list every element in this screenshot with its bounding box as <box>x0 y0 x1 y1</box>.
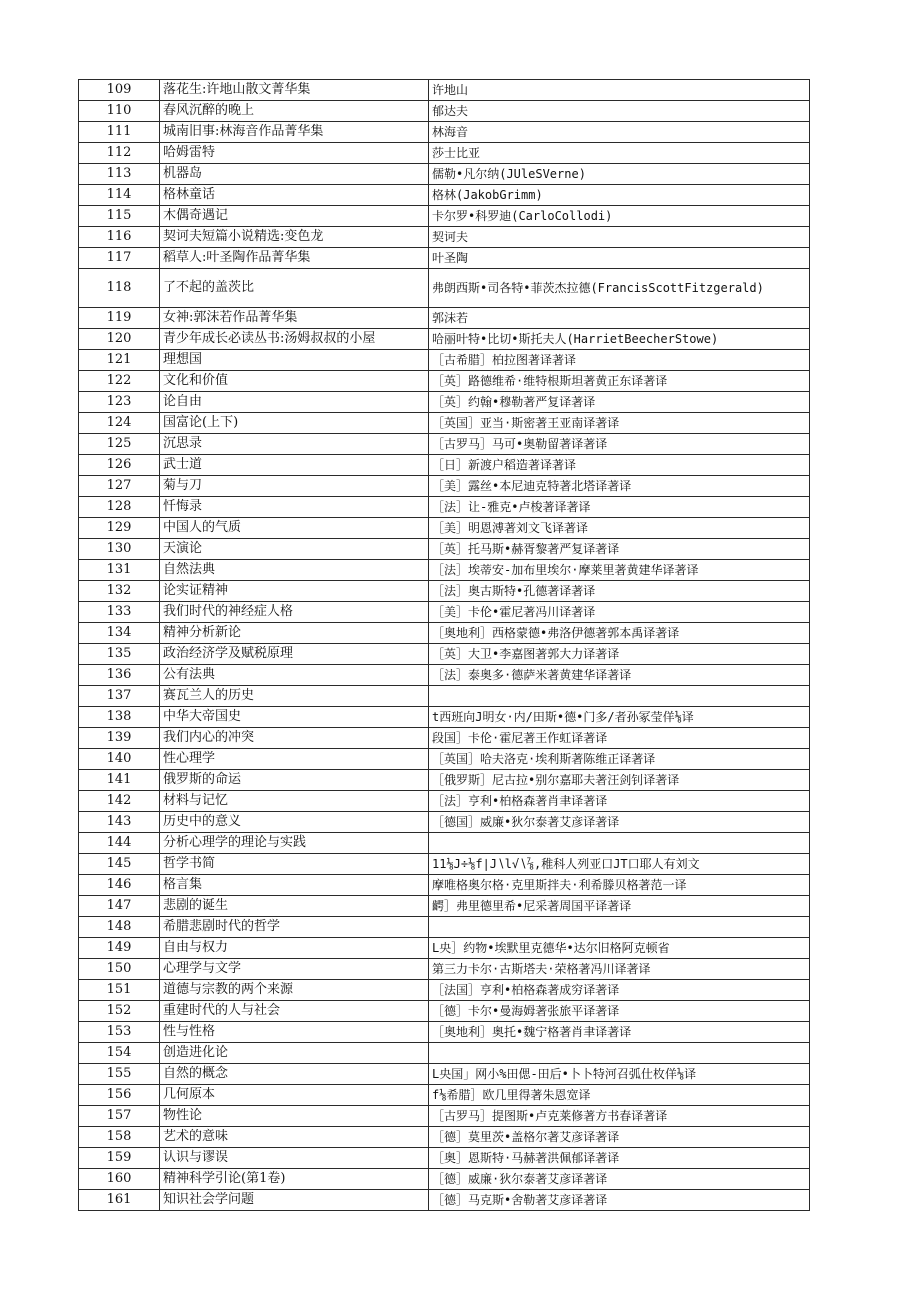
book-title-cell: 艺术的意味 <box>160 1127 429 1148</box>
row-number-cell: 124 <box>79 413 160 434</box>
book-author-cell: ［德］卡尔•曼海姆著张旅平译著译 <box>429 1001 810 1022</box>
book-title-cell: 自然法典 <box>160 560 429 581</box>
book-title-cell: 国富论(上下) <box>160 413 429 434</box>
row-number-cell: 115 <box>79 206 160 227</box>
book-author-cell: ［英］路德维希·维特根斯坦著黄正东译著译 <box>429 371 810 392</box>
book-title-cell: 格言集 <box>160 875 429 896</box>
book-author-cell: ［奥地利］西格蒙德•弗洛伊德著郭本禹译著译 <box>429 623 810 644</box>
table-row <box>79 227 810 248</box>
row-number-cell: 132 <box>79 581 160 602</box>
book-author-cell: ［法国］亨利•柏格森著成穷译著译 <box>429 980 810 1001</box>
book-author-cell <box>429 833 810 854</box>
book-author-cell: ［古罗马］马可•奥勒留著译著译 <box>429 434 810 455</box>
table-row <box>79 728 810 749</box>
table-row <box>79 980 810 1001</box>
table-row <box>79 1127 810 1148</box>
book-title-cell: 公有法典 <box>160 665 429 686</box>
book-author-cell: ［法］让-雅克•卢梭著译著译 <box>429 497 810 518</box>
book-author-cell: 齶］弗里德里希•尼采著周国平译著译 <box>429 896 810 917</box>
book-title-cell: 材料与记忆 <box>160 791 429 812</box>
table-row <box>79 269 810 308</box>
book-author-cell: ［美］明恩溥著刘文飞译著译 <box>429 518 810 539</box>
row-number-cell: 118 <box>79 269 160 308</box>
book-title-cell: 重建时代的人与社会 <box>160 1001 429 1022</box>
table-row <box>79 1169 810 1190</box>
book-author-cell: 郭沫若 <box>429 308 810 329</box>
book-author-cell: ［德国］威廉•狄尔泰著艾彦译著译 <box>429 812 810 833</box>
book-author-cell: 许地山 <box>429 80 810 101</box>
book-title-cell: 哲学书简 <box>160 854 429 875</box>
book-author-cell: ［俄罗斯］尼古拉•别尔嘉耶夫著汪剑钊译著译 <box>429 770 810 791</box>
table-row <box>79 1085 810 1106</box>
row-number-cell: 138 <box>79 707 160 728</box>
table-row <box>79 248 810 269</box>
book-author-cell: 契诃夫 <box>429 227 810 248</box>
row-number-cell: 149 <box>79 938 160 959</box>
book-title-cell: 精神分析新论 <box>160 623 429 644</box>
table-row <box>79 392 810 413</box>
row-number-cell: 114 <box>79 185 160 206</box>
book-title-cell: 道德与宗教的两个来源 <box>160 980 429 1001</box>
row-number-cell: 131 <box>79 560 160 581</box>
row-number-cell: 113 <box>79 164 160 185</box>
book-title-cell: 理想国 <box>160 350 429 371</box>
book-author-cell: 莎士比亚 <box>429 143 810 164</box>
book-title-cell: 稻草人:叶圣陶作品菁华集 <box>160 248 429 269</box>
table-row <box>79 1064 810 1085</box>
table-row <box>79 206 810 227</box>
table-row <box>79 308 810 329</box>
table-row <box>79 854 810 875</box>
table-row <box>79 518 810 539</box>
table-row <box>79 371 810 392</box>
row-number-cell: 155 <box>79 1064 160 1085</box>
book-title-cell: 文化和价值 <box>160 371 429 392</box>
table-row <box>79 185 810 206</box>
book-title-cell: 了不起的盖茨比 <box>160 269 429 308</box>
book-author-cell: ［英］托马斯•赫胥黎著严复译著译 <box>429 539 810 560</box>
row-number-cell: 121 <box>79 350 160 371</box>
book-title-cell: 自由与权力 <box>160 938 429 959</box>
book-author-cell: 儒勒•凡尔纳(JUleSVerne) <box>429 164 810 185</box>
table-row <box>79 434 810 455</box>
table-row <box>79 1043 810 1064</box>
book-author-cell: f⅛希腊］欧几里得著朱恩宽译 <box>429 1085 810 1106</box>
book-author-cell: ［美］露丝•本尼迪克特著北塔译著译 <box>429 476 810 497</box>
row-number-cell: 109 <box>79 80 160 101</box>
book-title-cell: 认识与谬误 <box>160 1148 429 1169</box>
table-row <box>79 413 810 434</box>
book-author-cell: 段国］卡伦·霍尼著王作虹译著译 <box>429 728 810 749</box>
book-author-cell: L央国」网小%田偲-田后•卜卜特河召弧仕枚佯⅛译 <box>429 1064 810 1085</box>
book-author-cell: 第三力卡尔·古斯塔夫·荣格著冯川译著译 <box>429 959 810 980</box>
book-author-cell: ［古罗马］提图斯•卢克莱修著方书春译著译 <box>429 1106 810 1127</box>
row-number-cell: 146 <box>79 875 160 896</box>
table-row <box>79 1001 810 1022</box>
row-number-cell: 130 <box>79 539 160 560</box>
row-number-cell: 151 <box>79 980 160 1001</box>
book-author-cell: ［法］奥古斯特•孔德著译著译 <box>429 581 810 602</box>
row-number-cell: 139 <box>79 728 160 749</box>
book-title-cell: 心理学与文学 <box>160 959 429 980</box>
table-row <box>79 1106 810 1127</box>
book-title-cell: 历史中的意义 <box>160 812 429 833</box>
table-row <box>79 959 810 980</box>
row-number-cell: 128 <box>79 497 160 518</box>
book-author-cell: ［古希腊］柏拉图著译著译 <box>429 350 810 371</box>
table-row <box>79 101 810 122</box>
book-author-cell: 11⅛J÷⅛f∣J∖l√∖⅞,稚科人列亚口JT口耶人有刘文 <box>429 854 810 875</box>
table-row <box>79 602 810 623</box>
row-number-cell: 152 <box>79 1001 160 1022</box>
row-number-cell: 123 <box>79 392 160 413</box>
book-title-cell: 赛瓦兰人的历史 <box>160 686 429 707</box>
row-number-cell: 129 <box>79 518 160 539</box>
book-title-cell: 菊与刀 <box>160 476 429 497</box>
book-author-cell: 格林(JakobGrimm) <box>429 185 810 206</box>
book-author-cell: ［英］大卫•李嘉图著郭大力译著译 <box>429 644 810 665</box>
book-title-cell: 物性论 <box>160 1106 429 1127</box>
book-title-cell: 性心理学 <box>160 749 429 770</box>
book-title-cell: 悲剧的诞生 <box>160 896 429 917</box>
table-row <box>79 1148 810 1169</box>
row-number-cell: 112 <box>79 143 160 164</box>
row-number-cell: 154 <box>79 1043 160 1064</box>
table-row <box>79 164 810 185</box>
table-row <box>79 644 810 665</box>
book-title-cell: 机器岛 <box>160 164 429 185</box>
row-number-cell: 117 <box>79 248 160 269</box>
row-number-cell: 136 <box>79 665 160 686</box>
book-title-cell: 我们时代的神经症人格 <box>160 602 429 623</box>
row-number-cell: 133 <box>79 602 160 623</box>
book-author-cell: 哈丽叶特•比切•斯托夫人(HarrietBeecherStowe) <box>429 329 810 350</box>
table-row <box>79 686 810 707</box>
book-title-cell: 论实证精神 <box>160 581 429 602</box>
book-author-cell: ［英］约翰•穆勒著严复译著译 <box>429 392 810 413</box>
table-row <box>79 539 810 560</box>
book-author-cell: ［法］亨利•柏格森著肖聿译著译 <box>429 791 810 812</box>
book-title-cell: 城南旧事:林海音作品菁华集 <box>160 122 429 143</box>
book-title-cell: 中华大帝国史 <box>160 707 429 728</box>
row-number-cell: 160 <box>79 1169 160 1190</box>
row-number-cell: 122 <box>79 371 160 392</box>
row-number-cell: 157 <box>79 1106 160 1127</box>
table-row <box>79 707 810 728</box>
book-author-cell: L央］约物•埃默里克德华•达尔旧格阿克顿省 <box>429 938 810 959</box>
book-author-cell: 弗朗西斯•司各特•菲茨杰拉德(FrancisScottFitzgerald) <box>429 269 810 308</box>
row-number-cell: 137 <box>79 686 160 707</box>
row-number-cell: 116 <box>79 227 160 248</box>
table-row <box>79 350 810 371</box>
book-title-cell: 春风沉醉的晚上 <box>160 101 429 122</box>
row-number-cell: 145 <box>79 854 160 875</box>
row-number-cell: 141 <box>79 770 160 791</box>
row-number-cell: 144 <box>79 833 160 854</box>
book-author-cell: 林海音 <box>429 122 810 143</box>
table-row <box>79 875 810 896</box>
table-row <box>79 791 810 812</box>
row-number-cell: 147 <box>79 896 160 917</box>
table-row <box>79 455 810 476</box>
table-row <box>79 623 810 644</box>
row-number-cell: 161 <box>79 1190 160 1211</box>
book-title-cell: 俄罗斯的命运 <box>160 770 429 791</box>
row-number-cell: 135 <box>79 644 160 665</box>
book-title-cell: 契诃夫短篇小说精选:变色龙 <box>160 227 429 248</box>
book-author-cell: ［美］卡伦•霍尼著冯川译著译 <box>429 602 810 623</box>
table-row <box>79 917 810 938</box>
table-row <box>79 938 810 959</box>
row-number-cell: 142 <box>79 791 160 812</box>
table-row <box>79 833 810 854</box>
book-title-cell: 青少年成长必读丛书:汤姆叔叔的小屋 <box>160 329 429 350</box>
book-title-cell: 创造进化论 <box>160 1043 429 1064</box>
book-list-table <box>78 79 810 1211</box>
table-row <box>79 143 810 164</box>
table-row <box>79 122 810 143</box>
book-title-cell: 知识社会学问题 <box>160 1190 429 1211</box>
row-number-cell: 140 <box>79 749 160 770</box>
book-author-cell: 摩唯格奥尔格·克里斯拌夫·利希滕贝格著范一译 <box>429 875 810 896</box>
book-title-cell: 分析心理学的理论与实践 <box>160 833 429 854</box>
row-number-cell: 158 <box>79 1127 160 1148</box>
book-title-cell: 武士道 <box>160 455 429 476</box>
book-author-cell: ［奥］恩斯特·马赫著洪佩郁译著译 <box>429 1148 810 1169</box>
book-author-cell <box>429 686 810 707</box>
table-row <box>79 812 810 833</box>
book-author-cell: ［德］莫里茨•盖格尔著艾彦译著译 <box>429 1127 810 1148</box>
book-author-cell: ［法］埃蒂安-加布里埃尔·摩莱里著黄建华译著译 <box>429 560 810 581</box>
book-title-cell: 精神科学引论(第1卷) <box>160 1169 429 1190</box>
book-title-cell: 性与性格 <box>160 1022 429 1043</box>
book-title-cell: 天演论 <box>160 539 429 560</box>
book-title-cell: 忏悔录 <box>160 497 429 518</box>
book-title-cell: 中国人的气质 <box>160 518 429 539</box>
book-list-page <box>78 79 810 1211</box>
book-author-cell: 郁达夫 <box>429 101 810 122</box>
row-number-cell: 111 <box>79 122 160 143</box>
table-row <box>79 1022 810 1043</box>
row-number-cell: 150 <box>79 959 160 980</box>
book-author-cell: ［德］马克斯•舍勒著艾彦译著译 <box>429 1190 810 1211</box>
book-author-cell: ［英国］哈夫洛克·埃利斯著陈维正译著译 <box>429 749 810 770</box>
row-number-cell: 110 <box>79 101 160 122</box>
book-title-cell: 希腊悲剧时代的哲学 <box>160 917 429 938</box>
table-row <box>79 665 810 686</box>
row-number-cell: 153 <box>79 1022 160 1043</box>
row-number-cell: 143 <box>79 812 160 833</box>
row-number-cell: 120 <box>79 329 160 350</box>
book-author-cell <box>429 917 810 938</box>
book-author-cell: 卡尔罗•科罗迪(CarloCollodi) <box>429 206 810 227</box>
row-number-cell: 119 <box>79 308 160 329</box>
book-title-cell: 论自由 <box>160 392 429 413</box>
row-number-cell: 156 <box>79 1085 160 1106</box>
book-title-cell: 哈姆雷特 <box>160 143 429 164</box>
row-number-cell: 148 <box>79 917 160 938</box>
row-number-cell: 126 <box>79 455 160 476</box>
table-row <box>79 770 810 791</box>
table-row <box>79 329 810 350</box>
book-author-cell: ［法］泰奥多·德萨米著黄建华译著译 <box>429 665 810 686</box>
row-number-cell: 134 <box>79 623 160 644</box>
book-title-cell: 落花生:许地山散文菁华集 <box>160 80 429 101</box>
book-author-cell: t西班向J明女·内/田斯•德•门多/者孙冢莹佯⅛译 <box>429 707 810 728</box>
row-number-cell: 125 <box>79 434 160 455</box>
table-row <box>79 497 810 518</box>
book-title-cell: 政治经济学及赋税原理 <box>160 644 429 665</box>
book-title-cell: 几何原本 <box>160 1085 429 1106</box>
book-title-cell: 木偶奇遇记 <box>160 206 429 227</box>
table-row <box>79 896 810 917</box>
book-list-body <box>79 80 810 1211</box>
table-row <box>79 1190 810 1211</box>
book-title-cell: 女神:郭沫若作品菁华集 <box>160 308 429 329</box>
book-author-cell: ［奥地利］奥托•魏宁格著肖聿译著译 <box>429 1022 810 1043</box>
book-author-cell: 叶圣陶 <box>429 248 810 269</box>
book-author-cell <box>429 1043 810 1064</box>
row-number-cell: 159 <box>79 1148 160 1169</box>
book-title-cell: 我们内心的冲突 <box>160 728 429 749</box>
table-row <box>79 581 810 602</box>
table-row <box>79 560 810 581</box>
book-author-cell: ［德］威廉·狄尔泰著艾彦译著译 <box>429 1169 810 1190</box>
book-author-cell: ［日］新渡户稻造著译著译 <box>429 455 810 476</box>
row-number-cell: 127 <box>79 476 160 497</box>
book-title-cell: 沉思录 <box>160 434 429 455</box>
table-row <box>79 749 810 770</box>
book-title-cell: 自然的概念 <box>160 1064 429 1085</box>
book-title-cell: 格林童话 <box>160 185 429 206</box>
book-author-cell: ［英国］亚当·斯密著王亚南译著译 <box>429 413 810 434</box>
table-row <box>79 80 810 101</box>
table-row <box>79 476 810 497</box>
